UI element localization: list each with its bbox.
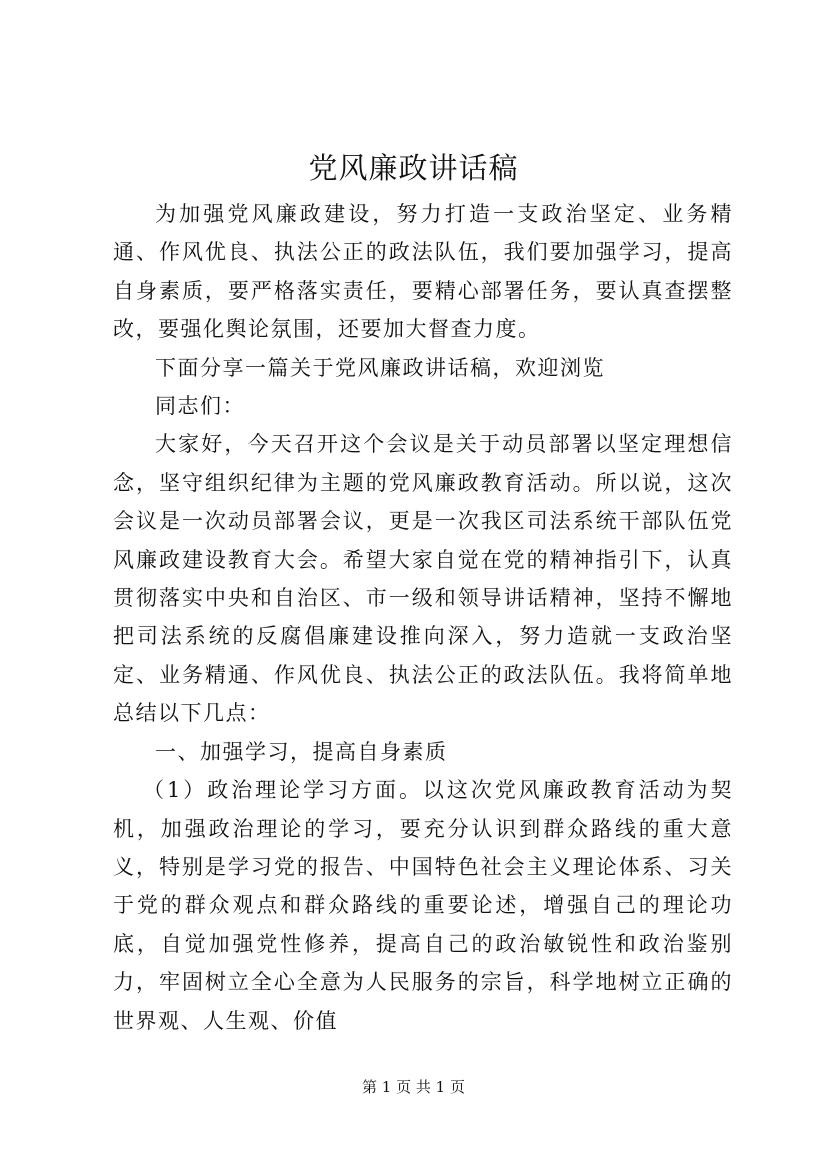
section-heading: 一、加强学习，提高自身素质 — [155, 739, 448, 764]
page-footer: 第 1 页 共 1 页 — [362, 1078, 465, 1096]
intro-paragraph: 为加强党风廉政建设，努力打造一支政治坚定、业务精通、作风优良、执法公正的政法队伍，我们要加强学习，提高自身素质，要严格落实责任，要精心部署任务，要认真查摆整改，要强化舆论氛围，还要加大督查力度。 — [113, 202, 733, 342]
share-paragraph: 下面分享一篇关于党风廉政讲话稿，欢迎浏览 — [155, 355, 605, 380]
greeting-paragraph: 大家好，今天召开这个会议是关于动员部署以坚定理想信念，坚守组织纪律为主题的党风廉政教育活动。所以说，这次会议是一次动员部署会议，更是一次我区司法系统干部队伍党风廉政建设教育大会。希望大家自觉在党的精神指引下，认真贯彻落实中央和自治区、市一级和领导讲话精神，坚持不懈地把司法系统的反腐倡廉建设推向深入，努力造就一支政治坚定、业务精通、作风优良、执法公正的政法队伍。我将简单地总结以下几点： — [113, 432, 733, 726]
salutation-paragraph: 同志们： — [155, 394, 245, 419]
study-paragraph: （1）政治理论学习方面。以这次党风廉政教育活动为契机，加强政治理论的学习，要充分认识到群众路线的重大意义，特别是学习党的报告、中国特色社会主义理论体系、习关于党的群众观点和群众路线的重要论述，增强自己的理论功底，自觉加强党性修养，提高自己的政治敏锐性和政治鉴别力，牢固树立全心全意为人民服务的宗旨，科学地树立正确的世界观、人生观、价值 — [113, 778, 733, 1033]
document-body — [113, 195, 733, 1040]
document-title: 党风廉政讲话稿 — [308, 151, 519, 185]
